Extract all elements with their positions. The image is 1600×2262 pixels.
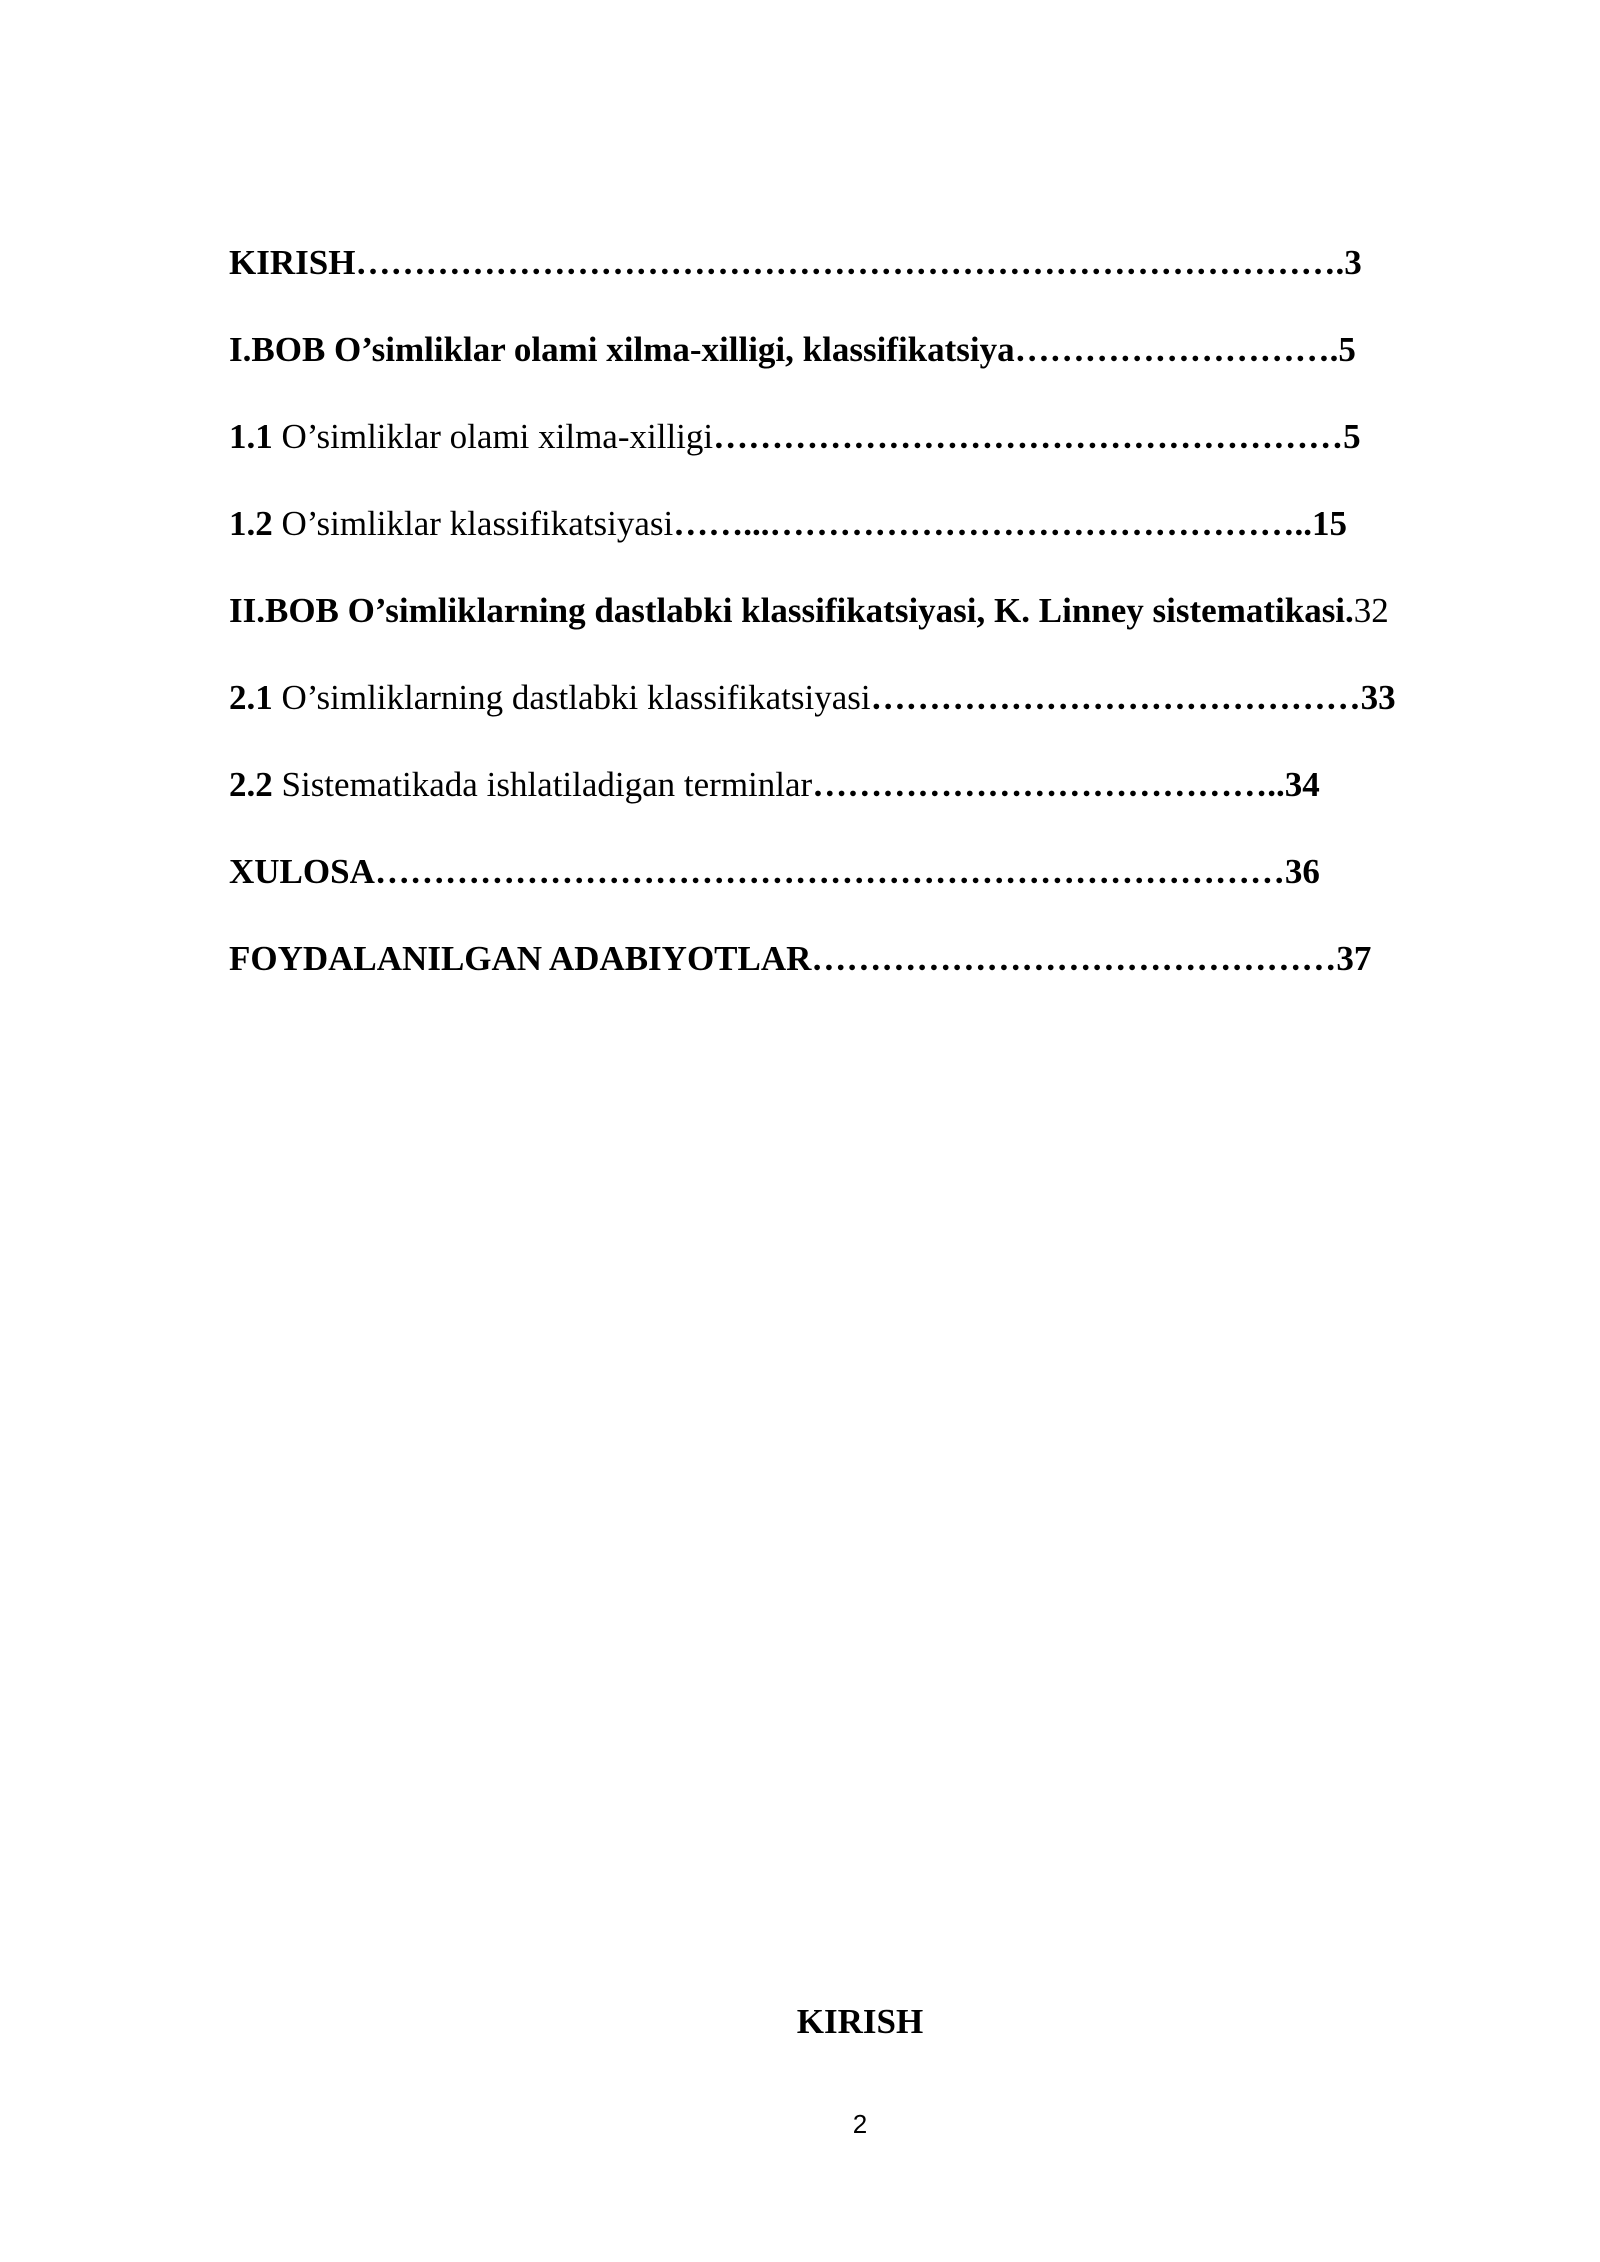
table-of-contents: [229, 236, 1499, 1019]
toc-entry-section-1-1: [229, 410, 1499, 497]
page-number: 2: [852, 2109, 868, 2139]
toc-entry-leader: ……………………………………: [870, 678, 1361, 717]
toc-entry-number: 2.1: [229, 678, 273, 717]
toc-entry-leader: ……...………………………………………..: [673, 504, 1313, 543]
toc-entry-title: Sistematikada ishlatiladigan terminlar: [272, 765, 813, 804]
toc-entry-section-2-1: [229, 671, 1499, 758]
toc-entry-title: XULOSA: [229, 852, 375, 891]
toc-entry-title: FOYDALANILGAN ADABIYOTLAR: [229, 939, 812, 978]
toc-entry-section-1-2: [229, 497, 1499, 584]
toc-entry-page: 5: [1338, 330, 1356, 369]
toc-entry-number: 1.2: [229, 504, 273, 543]
toc-entry-leader: ………………………………………: [811, 939, 1337, 978]
toc-entry-leader: ……………………………………………………………………: [374, 852, 1285, 891]
toc-entry-section-2-2: [229, 758, 1499, 845]
toc-entry-page: 34: [1284, 765, 1320, 804]
toc-entry-chapter-1: [229, 323, 1499, 410]
toc-entry-kirish: [229, 236, 1499, 323]
toc-entry-page: 37: [1336, 939, 1372, 978]
toc-entry-title: O’simliklar olami xilma-xilligi: [272, 417, 714, 456]
toc-entry-leader: …………………………………..: [812, 765, 1285, 804]
toc-entry-title: KIRISH: [229, 243, 356, 282]
toc-entry-chapter-2: [229, 584, 1499, 671]
toc-entry-number: 1.1: [229, 417, 273, 456]
toc-entry-references: [229, 932, 1499, 1019]
section-heading-kirish: KIRISH: [796, 2002, 924, 2041]
toc-entry-xulosa: [229, 845, 1499, 932]
toc-entry-page: 3: [1344, 243, 1362, 282]
toc-entry-number: 2.2: [229, 765, 273, 804]
toc-entry-leader: ………………………………………………………………………….: [355, 243, 1345, 282]
toc-entry-title: O’simliklarning dastlabki klassifikatsiyasi: [272, 678, 871, 717]
toc-entry-page: 5: [1343, 417, 1361, 456]
toc-entry-title: I.BOB O’simliklar olami xilma-xilligi, klassifikatsiya: [229, 330, 1015, 369]
toc-entry-page: 33: [1360, 678, 1396, 717]
toc-entry-page: 36: [1284, 852, 1320, 891]
toc-entry-page: 15: [1312, 504, 1348, 543]
toc-entry-leader: ………………………………………………: [713, 417, 1344, 456]
toc-entry-page: 32: [1353, 591, 1389, 630]
toc-entry-title: O’simliklar klassifikatsiyasi: [272, 504, 674, 543]
toc-entry-title: II.BOB O’simliklarning dastlabki klassifikatsiyasi, K. Linney sistematikasi.: [229, 591, 1354, 630]
toc-entry-leader: ……………………….: [1014, 330, 1339, 369]
